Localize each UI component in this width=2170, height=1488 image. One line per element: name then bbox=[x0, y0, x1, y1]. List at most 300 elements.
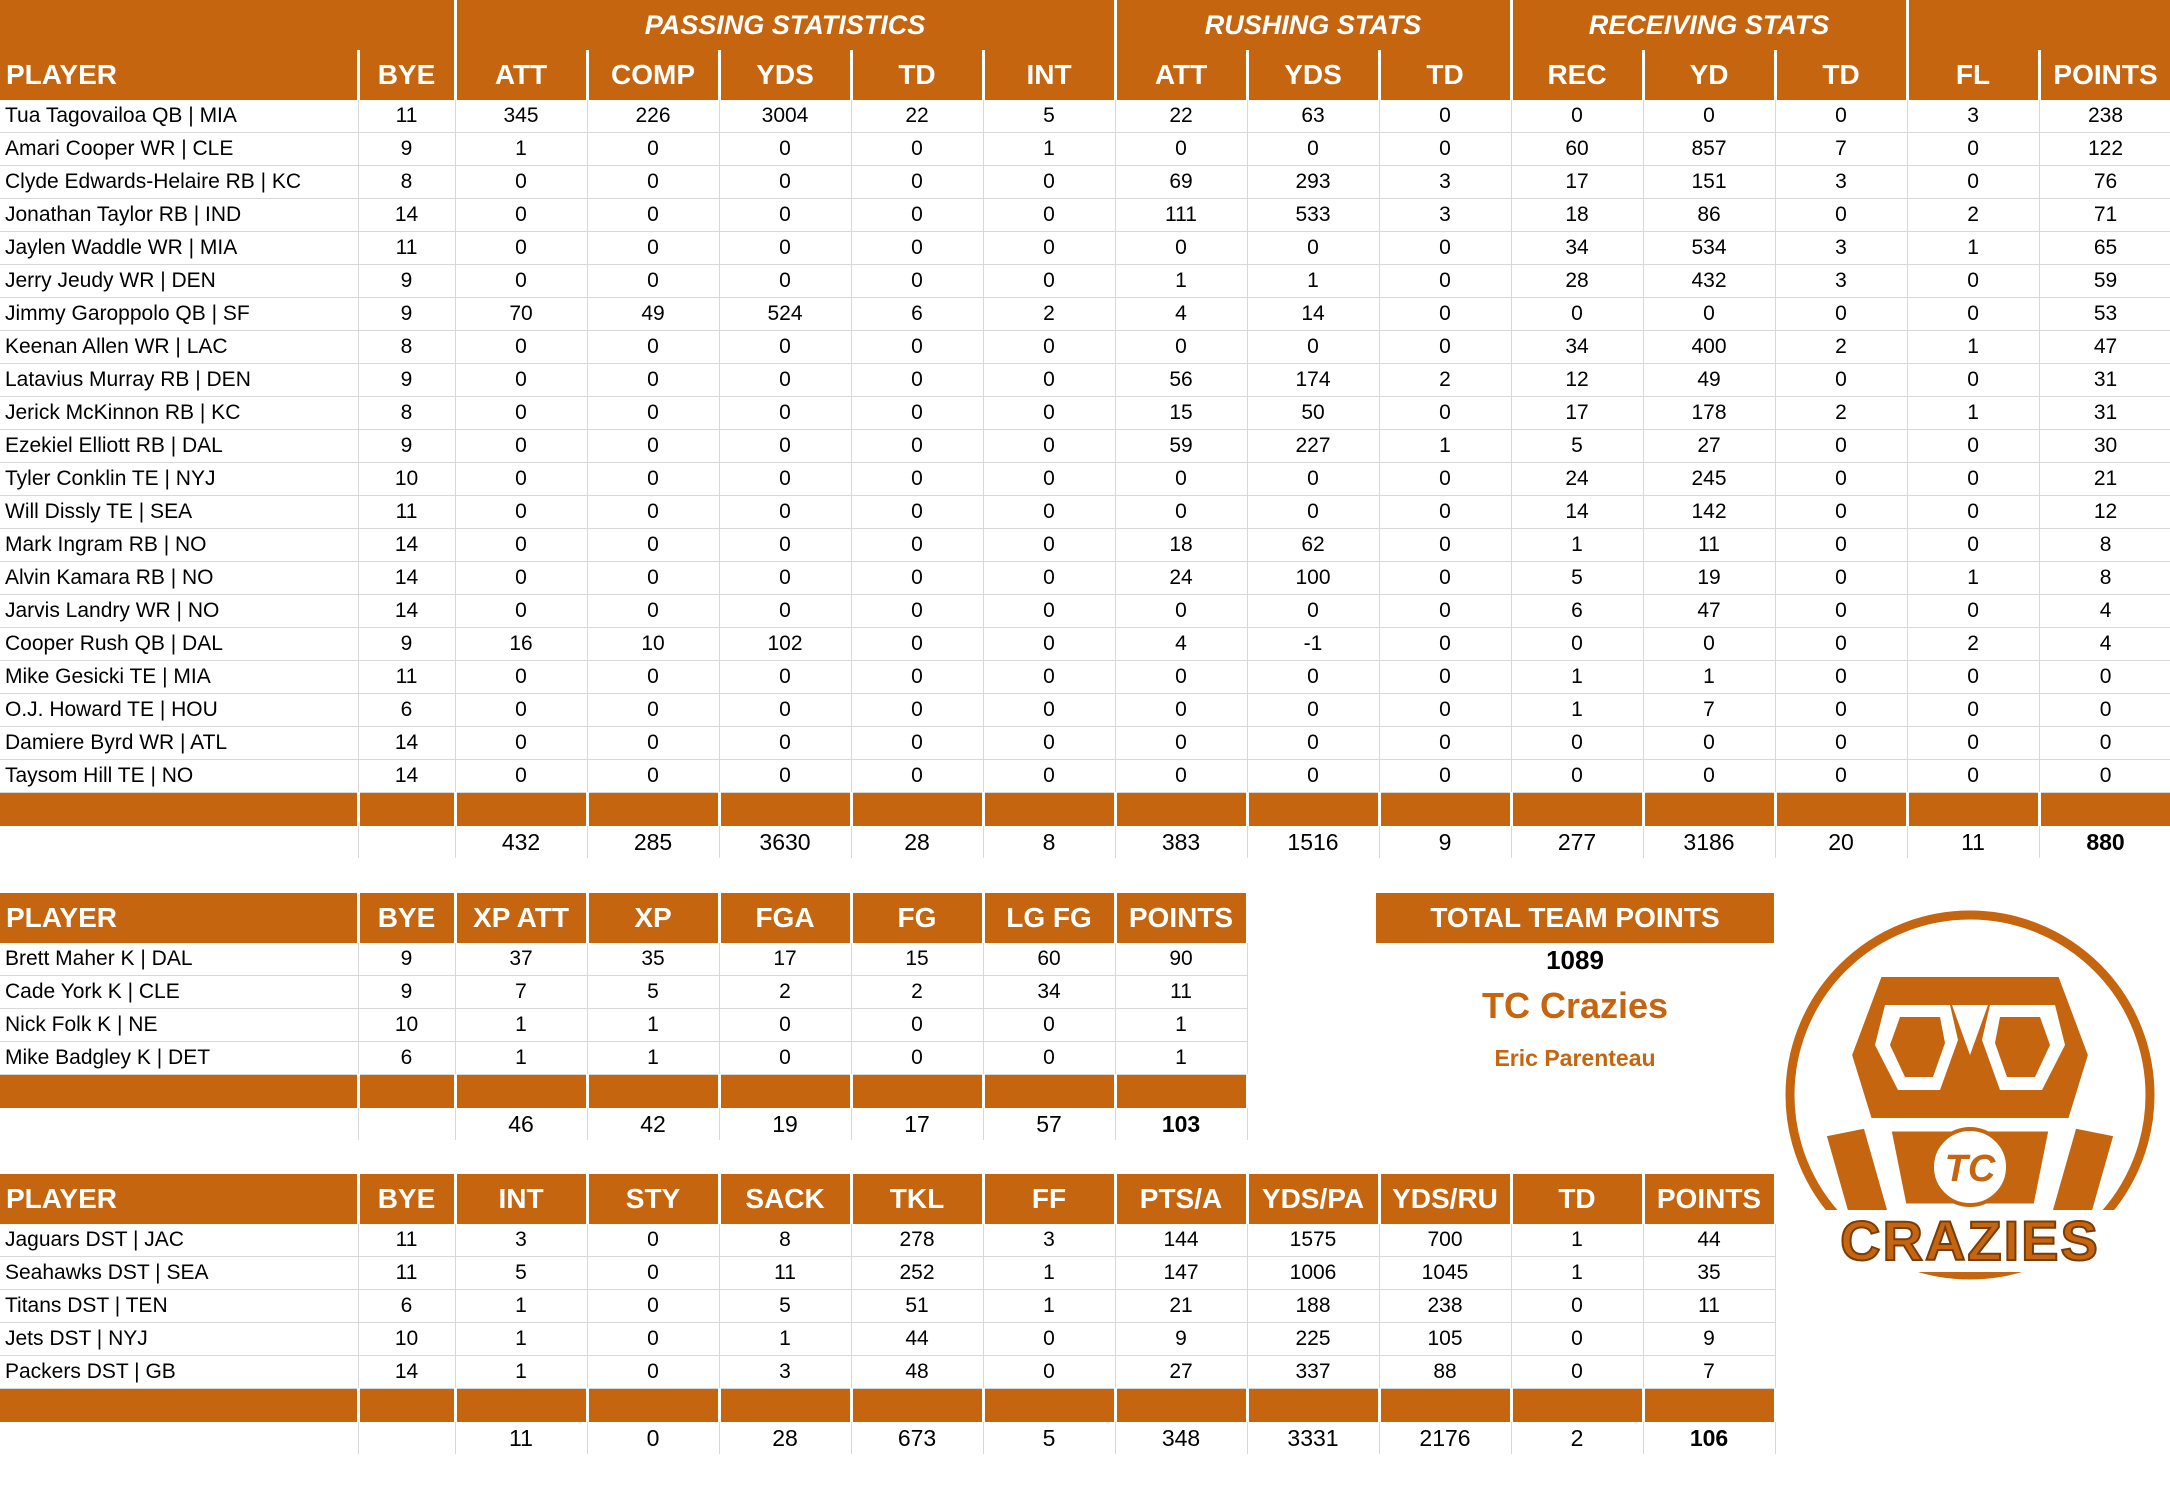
stat-cell: 1 bbox=[455, 1290, 587, 1323]
stat-cell: 0 bbox=[719, 166, 851, 199]
stat-cell: 0 bbox=[1907, 166, 2039, 199]
column-header: BYE bbox=[358, 1174, 455, 1224]
stat-cell: 11 bbox=[358, 232, 455, 265]
column-header: PTS/A bbox=[1115, 1174, 1247, 1224]
stat-cell: 35 bbox=[1643, 1257, 1775, 1290]
stat-cell: 86 bbox=[1643, 199, 1775, 232]
stat-cell: 0 bbox=[1247, 232, 1379, 265]
stat-cell: 0 bbox=[851, 1042, 983, 1075]
stat-cell: 3 bbox=[719, 1356, 851, 1389]
column-header: POINTS bbox=[2039, 50, 2170, 100]
stat-cell: 0 bbox=[719, 595, 851, 628]
player-name-cell: Jaguars DST | JAC bbox=[0, 1224, 358, 1257]
stat-cell: 3 bbox=[1379, 166, 1511, 199]
total-cell: 880 bbox=[2039, 826, 2170, 858]
section-receiving: RECEIVING STATS bbox=[1511, 0, 1907, 50]
table-row bbox=[0, 595, 2170, 628]
stat-cell: 0 bbox=[2039, 694, 2170, 727]
separator-cell bbox=[455, 793, 587, 827]
stat-cell: 0 bbox=[1643, 628, 1775, 661]
stat-cell: 49 bbox=[1643, 364, 1775, 397]
table-row bbox=[0, 331, 2170, 364]
stat-cell: 0 bbox=[1775, 661, 1907, 694]
total-cell: 20 bbox=[1775, 826, 1907, 858]
column-header: LG FG bbox=[983, 893, 1115, 943]
player-name-cell: Amari Cooper WR | CLE bbox=[0, 133, 358, 166]
stat-cell: 0 bbox=[1247, 133, 1379, 166]
stat-cell: 7 bbox=[1643, 1356, 1775, 1389]
stat-cell: 432 bbox=[1643, 265, 1775, 298]
total-cell: 5 bbox=[983, 1422, 1115, 1454]
table-row bbox=[0, 1323, 1775, 1356]
stat-cell: 27 bbox=[1115, 1356, 1247, 1389]
separator-cell bbox=[0, 1075, 358, 1109]
stat-cell: 0 bbox=[1379, 760, 1511, 793]
stat-cell: 5 bbox=[983, 100, 1115, 133]
stat-cell: 102 bbox=[719, 628, 851, 661]
stat-cell: 2 bbox=[1775, 397, 1907, 430]
stat-cell: 0 bbox=[719, 199, 851, 232]
column-header: FF bbox=[983, 1174, 1115, 1224]
stat-cell: 0 bbox=[1907, 694, 2039, 727]
stat-cell: 0 bbox=[587, 166, 719, 199]
stat-cell: 0 bbox=[983, 496, 1115, 529]
column-header: YDS/PA bbox=[1247, 1174, 1379, 1224]
stat-cell: 0 bbox=[1775, 694, 1907, 727]
stat-cell: 9 bbox=[358, 943, 455, 976]
stat-cell: 174 bbox=[1247, 364, 1379, 397]
stat-cell: 0 bbox=[587, 595, 719, 628]
stat-cell: 49 bbox=[587, 298, 719, 331]
separator-cell bbox=[0, 793, 358, 827]
stat-cell: 0 bbox=[983, 694, 1115, 727]
stat-cell: 7 bbox=[455, 976, 587, 1009]
stat-cell: 0 bbox=[455, 727, 587, 760]
stat-cell: 0 bbox=[587, 661, 719, 694]
stat-cell: 5 bbox=[719, 1290, 851, 1323]
stat-cell: 0 bbox=[851, 595, 983, 628]
stat-cell: 0 bbox=[587, 199, 719, 232]
player-name-cell: Seahawks DST | SEA bbox=[0, 1257, 358, 1290]
stat-cell: 6 bbox=[358, 694, 455, 727]
stat-cell: 0 bbox=[1907, 760, 2039, 793]
column-header: COMP bbox=[587, 50, 719, 100]
stat-cell: 1 bbox=[587, 1042, 719, 1075]
stat-cell: 31 bbox=[2039, 364, 2170, 397]
total-cell: 277 bbox=[1511, 826, 1643, 858]
stat-cell: 857 bbox=[1643, 133, 1775, 166]
stat-cell: 1 bbox=[1511, 529, 1643, 562]
table-row bbox=[0, 661, 2170, 694]
table-row bbox=[0, 430, 2170, 463]
stat-cell: 14 bbox=[358, 199, 455, 232]
stat-cell: 9 bbox=[1115, 1323, 1247, 1356]
stat-cell: 5 bbox=[587, 976, 719, 1009]
stat-cell: 238 bbox=[2039, 100, 2170, 133]
stat-cell: 0 bbox=[455, 364, 587, 397]
stat-cell: 0 bbox=[1247, 760, 1379, 793]
stat-cell: 18 bbox=[1511, 199, 1643, 232]
total-cell: 8 bbox=[983, 826, 1115, 858]
stat-cell: 0 bbox=[1511, 1290, 1643, 1323]
player-name-cell: Latavius Murray RB | DEN bbox=[0, 364, 358, 397]
stat-cell: 0 bbox=[455, 397, 587, 430]
stat-cell: 0 bbox=[455, 496, 587, 529]
stat-cell: 18 bbox=[1115, 529, 1247, 562]
player-name-cell: Mike Gesicki TE | MIA bbox=[0, 661, 358, 694]
separator-cell bbox=[1511, 1389, 1643, 1423]
stat-cell: 17 bbox=[1511, 397, 1643, 430]
stat-cell: 0 bbox=[1775, 727, 1907, 760]
stat-cell: 0 bbox=[851, 463, 983, 496]
stat-cell: 0 bbox=[455, 232, 587, 265]
stat-cell: 0 bbox=[587, 727, 719, 760]
stat-cell: 4 bbox=[2039, 628, 2170, 661]
column-header-row bbox=[0, 50, 2170, 100]
stat-cell: 22 bbox=[1115, 100, 1247, 133]
stat-cell: 10 bbox=[358, 1009, 455, 1042]
separator-cell bbox=[983, 1075, 1115, 1109]
logo-banner-text: CRAZIES bbox=[1840, 1209, 2100, 1272]
stat-cell: 0 bbox=[719, 1042, 851, 1075]
stat-cell: 34 bbox=[1511, 232, 1643, 265]
stat-cell: 0 bbox=[2039, 661, 2170, 694]
stat-cell: 24 bbox=[1511, 463, 1643, 496]
total-cell: 2 bbox=[1511, 1422, 1643, 1454]
stat-cell: 0 bbox=[1907, 727, 2039, 760]
column-header: POINTS bbox=[1115, 893, 1247, 943]
stat-cell: 0 bbox=[983, 661, 1115, 694]
column-header: INT bbox=[455, 1174, 587, 1224]
stat-cell: 0 bbox=[1907, 265, 2039, 298]
stat-cell: 0 bbox=[455, 331, 587, 364]
stat-cell: 1 bbox=[1907, 331, 2039, 364]
stat-cell: 14 bbox=[358, 595, 455, 628]
player-name-cell: Tyler Conklin TE | NYJ bbox=[0, 463, 358, 496]
column-header: STY bbox=[587, 1174, 719, 1224]
stat-cell: 1 bbox=[455, 1042, 587, 1075]
stat-cell: 0 bbox=[1907, 595, 2039, 628]
stat-cell: 9 bbox=[358, 976, 455, 1009]
stat-cell: 2 bbox=[719, 976, 851, 1009]
column-header-row bbox=[0, 1174, 1775, 1224]
stat-cell: 0 bbox=[1775, 298, 1907, 331]
stat-cell: 47 bbox=[1643, 595, 1775, 628]
player-name-cell: Jerick McKinnon RB | KC bbox=[0, 397, 358, 430]
stat-cell: 0 bbox=[719, 760, 851, 793]
stat-cell: 0 bbox=[1907, 463, 2039, 496]
stat-cell: 0 bbox=[1379, 562, 1511, 595]
player-name-cell: Alvin Kamara RB | NO bbox=[0, 562, 358, 595]
stat-cell: 0 bbox=[1379, 100, 1511, 133]
stat-cell: 6 bbox=[358, 1042, 455, 1075]
stat-cell: 100 bbox=[1247, 562, 1379, 595]
total-cell: 11 bbox=[1907, 826, 2039, 858]
section-passing: PASSING STATISTICS bbox=[455, 0, 1115, 50]
stat-cell: 10 bbox=[358, 1323, 455, 1356]
stat-cell: 11 bbox=[1643, 529, 1775, 562]
stat-cell: 0 bbox=[719, 562, 851, 595]
stat-cell: 0 bbox=[983, 562, 1115, 595]
stat-cell: 11 bbox=[358, 1224, 455, 1257]
total-cell: 2176 bbox=[1379, 1422, 1511, 1454]
stat-cell: 76 bbox=[2039, 166, 2170, 199]
stat-cell: 8 bbox=[358, 397, 455, 430]
stat-cell: 44 bbox=[1643, 1224, 1775, 1257]
player-name-cell: Jaylen Waddle WR | MIA bbox=[0, 232, 358, 265]
stat-cell: 24 bbox=[1115, 562, 1247, 595]
stat-cell: 0 bbox=[719, 496, 851, 529]
stat-cell: 1045 bbox=[1379, 1257, 1511, 1290]
player-name-cell: Damiere Byrd WR | ATL bbox=[0, 727, 358, 760]
stat-cell: 0 bbox=[1379, 694, 1511, 727]
separator-cell bbox=[851, 793, 983, 827]
separator-cell bbox=[1115, 793, 1247, 827]
stat-cell: 17 bbox=[1511, 166, 1643, 199]
player-name-cell: Keenan Allen WR | LAC bbox=[0, 331, 358, 364]
stat-cell: 0 bbox=[851, 166, 983, 199]
stat-cell: 0 bbox=[1247, 496, 1379, 529]
stat-cell: 0 bbox=[1907, 364, 2039, 397]
stat-cell: 0 bbox=[587, 265, 719, 298]
stat-cell: 226 bbox=[587, 100, 719, 133]
stat-cell: 0 bbox=[983, 1009, 1115, 1042]
stat-cell: 3 bbox=[1775, 265, 1907, 298]
table-row bbox=[0, 1042, 1247, 1075]
stat-cell: 14 bbox=[358, 760, 455, 793]
stat-cell: 0 bbox=[851, 727, 983, 760]
stat-cell: 0 bbox=[1379, 727, 1511, 760]
stat-cell: 12 bbox=[2039, 496, 2170, 529]
stat-cell: 1 bbox=[1907, 232, 2039, 265]
stat-cell: 0 bbox=[1643, 760, 1775, 793]
table-row bbox=[0, 562, 2170, 595]
stat-cell: 7 bbox=[1643, 694, 1775, 727]
separator-cell bbox=[2039, 793, 2170, 827]
stat-cell: 0 bbox=[455, 265, 587, 298]
player-name-cell: Clyde Edwards-Helaire RB | KC bbox=[0, 166, 358, 199]
stat-cell: 0 bbox=[587, 1224, 719, 1257]
stat-cell: 0 bbox=[719, 430, 851, 463]
total-cell bbox=[358, 1422, 455, 1454]
stat-cell: 11 bbox=[1643, 1290, 1775, 1323]
stat-cell: 0 bbox=[1775, 463, 1907, 496]
stat-cell: 11 bbox=[358, 661, 455, 694]
stat-cell: 1 bbox=[1643, 661, 1775, 694]
player-name-cell: Jimmy Garoppolo QB | SF bbox=[0, 298, 358, 331]
stat-cell: 0 bbox=[1115, 727, 1247, 760]
stat-cell: 63 bbox=[1247, 100, 1379, 133]
stat-cell: 28 bbox=[1511, 265, 1643, 298]
column-header: SACK bbox=[719, 1174, 851, 1224]
table-row bbox=[0, 943, 1247, 976]
total-cell bbox=[358, 826, 455, 858]
player-name-cell: Jarvis Landry WR | NO bbox=[0, 595, 358, 628]
gas-mask-logo-icon bbox=[1780, 905, 2160, 1285]
stat-cell: 151 bbox=[1643, 166, 1775, 199]
stat-cell: 0 bbox=[587, 1290, 719, 1323]
stat-cell: 0 bbox=[851, 265, 983, 298]
stat-cell: 8 bbox=[358, 331, 455, 364]
stat-cell: 44 bbox=[851, 1323, 983, 1356]
stat-cell: 0 bbox=[1115, 232, 1247, 265]
stat-cell: 0 bbox=[1511, 727, 1643, 760]
stat-cell: 0 bbox=[719, 1009, 851, 1042]
stat-cell: 14 bbox=[358, 562, 455, 595]
column-header: POINTS bbox=[1643, 1174, 1775, 1224]
stat-cell: 0 bbox=[983, 397, 1115, 430]
stat-cell: 0 bbox=[1115, 463, 1247, 496]
stat-cell: 11 bbox=[358, 1257, 455, 1290]
stat-cell: 14 bbox=[358, 529, 455, 562]
separator-cell bbox=[983, 793, 1115, 827]
totals-row bbox=[0, 826, 2170, 858]
stat-cell: 8 bbox=[358, 166, 455, 199]
stat-cell: 700 bbox=[1379, 1224, 1511, 1257]
stat-cell: 0 bbox=[983, 595, 1115, 628]
stat-cell: 1 bbox=[1511, 1257, 1643, 1290]
stat-cell: 1 bbox=[1907, 397, 2039, 430]
stat-cell: 1575 bbox=[1247, 1224, 1379, 1257]
stat-cell: 0 bbox=[1907, 298, 2039, 331]
stat-cell: 11 bbox=[719, 1257, 851, 1290]
column-header: FG bbox=[851, 893, 983, 943]
stat-cell: 0 bbox=[1379, 265, 1511, 298]
total-cell bbox=[0, 826, 358, 858]
table-row bbox=[0, 133, 2170, 166]
player-name-cell: Mike Badgley K | DET bbox=[0, 1042, 358, 1075]
separator-cell bbox=[587, 1075, 719, 1109]
stat-cell: 0 bbox=[1247, 331, 1379, 364]
separator-cell bbox=[1775, 793, 1907, 827]
stat-cell: 225 bbox=[1247, 1323, 1379, 1356]
stat-cell: 0 bbox=[455, 529, 587, 562]
stat-cell: 252 bbox=[851, 1257, 983, 1290]
separator-cell bbox=[1643, 1389, 1775, 1423]
stat-cell: 245 bbox=[1643, 463, 1775, 496]
stat-cell: 533 bbox=[1247, 199, 1379, 232]
stat-cell: 0 bbox=[1907, 661, 2039, 694]
stat-cell: 2 bbox=[1907, 628, 2039, 661]
stat-cell: 227 bbox=[1247, 430, 1379, 463]
stat-cell: 1 bbox=[983, 1257, 1115, 1290]
table-row bbox=[0, 628, 2170, 661]
stat-cell: 0 bbox=[719, 331, 851, 364]
stat-cell: 0 bbox=[983, 1356, 1115, 1389]
stat-cell: 11 bbox=[358, 496, 455, 529]
stat-cell: 59 bbox=[1115, 430, 1247, 463]
stat-cell: 0 bbox=[1907, 133, 2039, 166]
stat-cell: 1 bbox=[455, 1356, 587, 1389]
total-cell: 3186 bbox=[1643, 826, 1775, 858]
stat-cell: 4 bbox=[1115, 298, 1247, 331]
separator-cell bbox=[1247, 793, 1379, 827]
stat-cell: 4 bbox=[2039, 595, 2170, 628]
stat-cell: 0 bbox=[587, 760, 719, 793]
stat-cell: 10 bbox=[587, 628, 719, 661]
stat-cell: 1 bbox=[1511, 694, 1643, 727]
stat-cell: 6 bbox=[851, 298, 983, 331]
stat-cell: 9 bbox=[358, 364, 455, 397]
stat-cell: 2 bbox=[1907, 199, 2039, 232]
separator-cell bbox=[358, 1389, 455, 1423]
stat-cell: 30 bbox=[2039, 430, 2170, 463]
separator-cell bbox=[1115, 1389, 1247, 1423]
total-cell bbox=[0, 1422, 358, 1454]
separator-cell bbox=[455, 1075, 587, 1109]
stat-cell: 0 bbox=[455, 166, 587, 199]
column-header: TD bbox=[851, 50, 983, 100]
stat-cell: 0 bbox=[455, 463, 587, 496]
player-name-cell: Nick Folk K | NE bbox=[0, 1009, 358, 1042]
stat-cell: 2 bbox=[1775, 331, 1907, 364]
stat-cell: 1 bbox=[983, 133, 1115, 166]
stat-cell: 1 bbox=[1115, 1009, 1247, 1042]
stat-cell: 0 bbox=[719, 133, 851, 166]
table-row bbox=[0, 1224, 1775, 1257]
column-header: TKL bbox=[851, 1174, 983, 1224]
stat-cell: 70 bbox=[455, 298, 587, 331]
player-name-cell: Jets DST | NYJ bbox=[0, 1323, 358, 1356]
stat-cell: 0 bbox=[851, 496, 983, 529]
stat-cell: 0 bbox=[1511, 1356, 1643, 1389]
table-row bbox=[0, 694, 2170, 727]
stat-cell: 62 bbox=[1247, 529, 1379, 562]
stat-cell: 60 bbox=[983, 943, 1115, 976]
stat-cell: 0 bbox=[455, 694, 587, 727]
stat-cell: 0 bbox=[983, 760, 1115, 793]
stat-cell: 0 bbox=[1775, 364, 1907, 397]
stat-cell: 238 bbox=[1379, 1290, 1511, 1323]
stat-cell: 4 bbox=[1115, 628, 1247, 661]
stat-cell: 0 bbox=[587, 133, 719, 166]
stat-cell: 0 bbox=[587, 496, 719, 529]
player-name-cell: Taysom Hill TE | NO bbox=[0, 760, 358, 793]
stat-cell: 0 bbox=[1643, 727, 1775, 760]
stat-cell: 17 bbox=[719, 943, 851, 976]
stat-cell: 48 bbox=[851, 1356, 983, 1389]
stat-cell: 69 bbox=[1115, 166, 1247, 199]
stat-cell: 51 bbox=[851, 1290, 983, 1323]
total-cell: 17 bbox=[851, 1108, 983, 1140]
stat-cell: 0 bbox=[587, 1257, 719, 1290]
stat-cell: 22 bbox=[851, 100, 983, 133]
stat-cell: 11 bbox=[358, 100, 455, 133]
stat-cell: 0 bbox=[983, 727, 1115, 760]
stat-cell: 0 bbox=[1115, 760, 1247, 793]
stat-cell: 0 bbox=[1907, 430, 2039, 463]
stat-cell: 15 bbox=[1115, 397, 1247, 430]
stat-cell: 0 bbox=[1379, 232, 1511, 265]
stat-cell: 0 bbox=[851, 430, 983, 463]
stat-cell: 9 bbox=[358, 430, 455, 463]
stat-cell: 0 bbox=[1511, 100, 1643, 133]
separator-band bbox=[0, 1389, 1775, 1423]
stat-cell: 0 bbox=[719, 661, 851, 694]
stat-cell: 345 bbox=[455, 100, 587, 133]
stat-cell: 1 bbox=[455, 1323, 587, 1356]
table-row bbox=[0, 760, 2170, 793]
stat-cell: 0 bbox=[983, 529, 1115, 562]
owner-name: Eric Parenteau bbox=[1494, 1045, 1656, 1071]
stat-cell: 0 bbox=[1115, 661, 1247, 694]
separator-cell bbox=[1247, 1389, 1379, 1423]
stat-cell: 9 bbox=[358, 265, 455, 298]
total-cell: 383 bbox=[1115, 826, 1247, 858]
stat-cell: 14 bbox=[1247, 298, 1379, 331]
table-row bbox=[0, 1009, 1247, 1042]
separator-cell bbox=[1643, 793, 1775, 827]
